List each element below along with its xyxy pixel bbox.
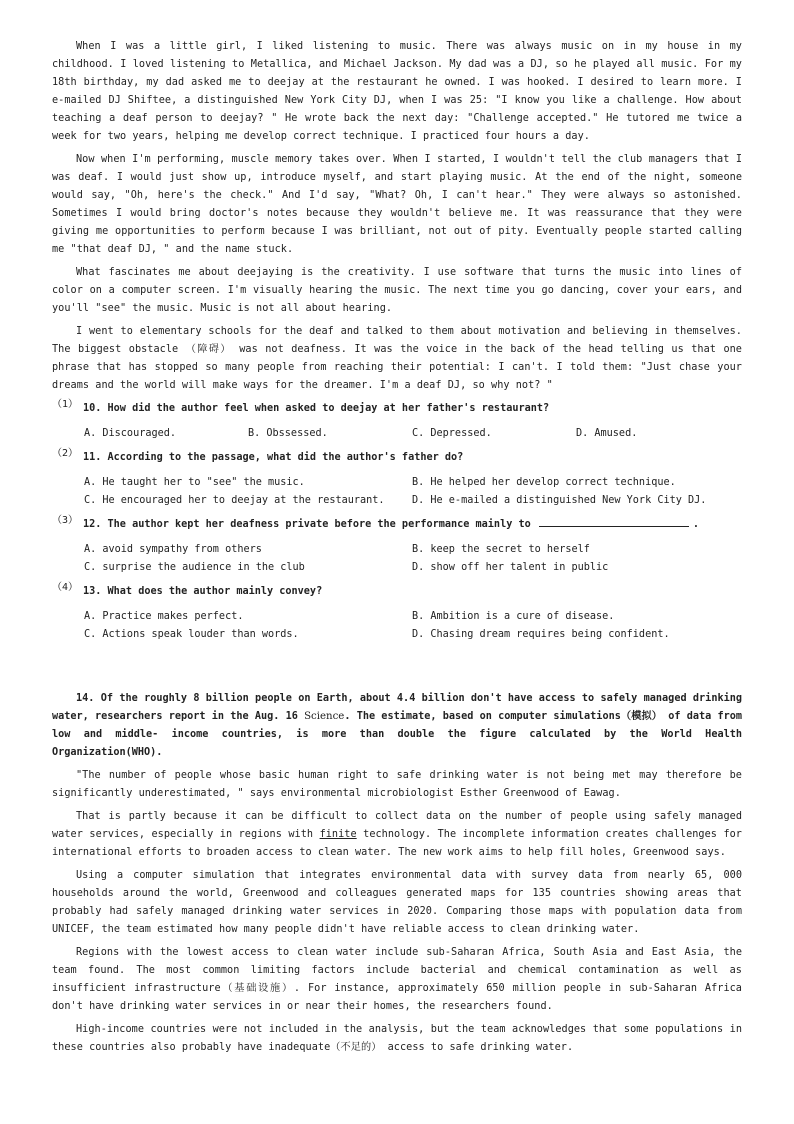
passage1-paragraph-3: What fascinates me about deejaying is the creativity. I use software that turns the music into lines of color on a computer screen. I'm visually hearing the music. The next time you go dancing, cover your ears, and you'll "see" the music. Music is not all about hearing. [52,267,742,314]
option-a[interactable]: A. Discouraged. [84,428,177,439]
passage1-paragraph-1: When I was a little girl, I liked listening to music. There was always music on in my house in my childhood. I loved listening to Metallica, and Michael Jackson. My dad was a DJ, so he played all music. For my 18th birthday, my dad asked me to deejay at the restaurant he owned. I was hooked. I desired to learn more. I e-mailed DJ Shiftee, a distinguished New York City DJ, when I was 25: "I know you like a challenge. How about teaching a deaf person to deejay? " He wrote back the next day: "Challenge accepted." He tutored me twice a week for two years, helping me develop correct technique. I practiced four hours a day. [52,41,742,142]
option-b[interactable]: B. keep the secret to herself [412,544,590,555]
question-number: （2） [52,448,79,459]
option-d[interactable]: D. show off her talent in public [412,562,609,573]
option-c[interactable]: C. Depressed. [412,428,492,439]
question-13 [52,583,742,644]
question-number: （4） [52,582,79,593]
option-c[interactable]: C. He encouraged her to deejay at the restaurant. [84,495,385,506]
option-c[interactable]: C. Actions speak louder than words. [84,629,299,640]
answer-blank[interactable] [539,516,689,527]
underlined-word: finite [319,829,357,840]
question-number: （3） [52,515,79,526]
question-stem-end: . [692,519,700,530]
options [84,541,742,577]
question-stem [83,516,742,534]
passage1-paragraph-4: I went to elementary schools for the deaf and talked to them about motivation and believing in themselves. The biggest obstacle （障碍） was not deafness. It was the voice in the back of the head telling us that one phrase that has stopped so many people from reaching their potential: I can't. I told them: "Just chase your dreams and the world will make ways for the dreamer. I'm a deaf DJ, so why not? " [52,326,742,391]
option-d[interactable]: D. Chasing dream requires being confident. [412,629,670,640]
option-b[interactable]: B. Ambition is a cure of disease. [412,611,615,622]
exam-page [52,38,742,1062]
option-a[interactable]: A. avoid sympathy from others [84,544,262,555]
question-stem: 11. According to the passage, what did the author's father do? [83,452,464,463]
option-c[interactable]: C. surprise the audience in the club [84,562,305,573]
question-stem-text: 12. The author kept her deafness private before the performance mainly to [83,519,531,530]
option-b[interactable]: B. He helped her develop correct technique. [412,477,676,488]
passage2-paragraph-1 [52,690,742,762]
option-a[interactable]: A. Practice makes perfect. [84,611,244,622]
options [84,474,742,510]
question-stem: 13. What does the author mainly convey? [83,586,323,597]
section-gap [52,650,742,690]
question-12 [52,516,742,577]
passage2-paragraph-6: High-income countries were not included in the analysis, but the team acknowledges that some populations in these countries also probably have inadequate（不足的） access to safe drinking water. [52,1024,742,1053]
p1-part-b: . The estimate, based on computer simulations（模拟） of data from low and middle- income countries, is more than double the figure calculated by the World Health Organization(WHO). [52,711,742,758]
passage2-paragraph-5: Regions with the lowest access to clean water include sub-Saharan Africa, South Asia and East Asia, the team found. The most common limiting factors include bacterial and chemical contamination as well as insufficient infrastructure（基础设施）. For instance, approximately 650 million people in sub-Saharan Africa don't have drinking water services in or near their homes, the researchers found. [52,947,742,1012]
p3-part-b: technology. The incomplete information creates challenges for international efforts to broaden access to clean water. The new work aims to help fill holes, Greenwood says. [52,829,742,858]
p1-part-a: 14. Of the roughly 8 billion people on Earth, about 4.4 billion don't have access to safely managed drinking water, researchers report in the Aug. 16 [52,693,742,722]
passage1-paragraph-2: Now when I'm performing, muscle memory takes over. When I started, I wouldn't tell the club managers that I was deaf. I would just show up, introduce myself, and start playing music. At the end of the night, someone would say, "Oh, here's the check." And I'd say, "What? Oh, I can't hear." They were always so astonished. Sometimes I would bring doctor's notes because they wouldn't believe me. It was reassurance that they were giving me opportunities to perform because I was brilliant, not out of pity. Eventually people started calling me "that deaf DJ, " and the name stuck. [52,154,742,255]
journal-name: Science [304,711,345,722]
passage2-paragraph-3 [52,808,742,862]
question-stem: 10. How did the author feel when asked to deejay at her father's restaurant? [83,403,550,414]
question-10 [52,400,742,443]
question-11 [52,449,742,510]
option-d[interactable]: D. He e-mailed a distinguished New York City DJ. [412,495,707,506]
option-b[interactable]: B. Obssessed. [248,428,328,439]
question-number: （1） [52,399,79,410]
passage2-paragraph-2: "The number of people whose basic human right to safe drinking water is not being met may therefore be significantly underestimated, " says environmental microbiologist Esther Greenwood of Eawag. [52,770,742,799]
passage2-paragraph-4: Using a computer simulation that integrates environmental data with survey data from nearly 65, 000 households around the world, Greenwood and colleagues generated maps for 135 countries showing areas that probably had safely managed drinking water services in 2020. Comparing those maps with population data from UNICEF, the team estimated how many people didn't have reliable access to clean drinking water. [52,870,742,935]
option-d[interactable]: D. Amused. [576,428,638,439]
p3-part-a: That is partly because it can be difficult to collect data on the number of people using safely managed water services, especially in regions with [52,811,742,840]
options [84,608,742,644]
option-a[interactable]: A. He taught her to "see" the music. [84,477,305,488]
options [84,425,742,443]
